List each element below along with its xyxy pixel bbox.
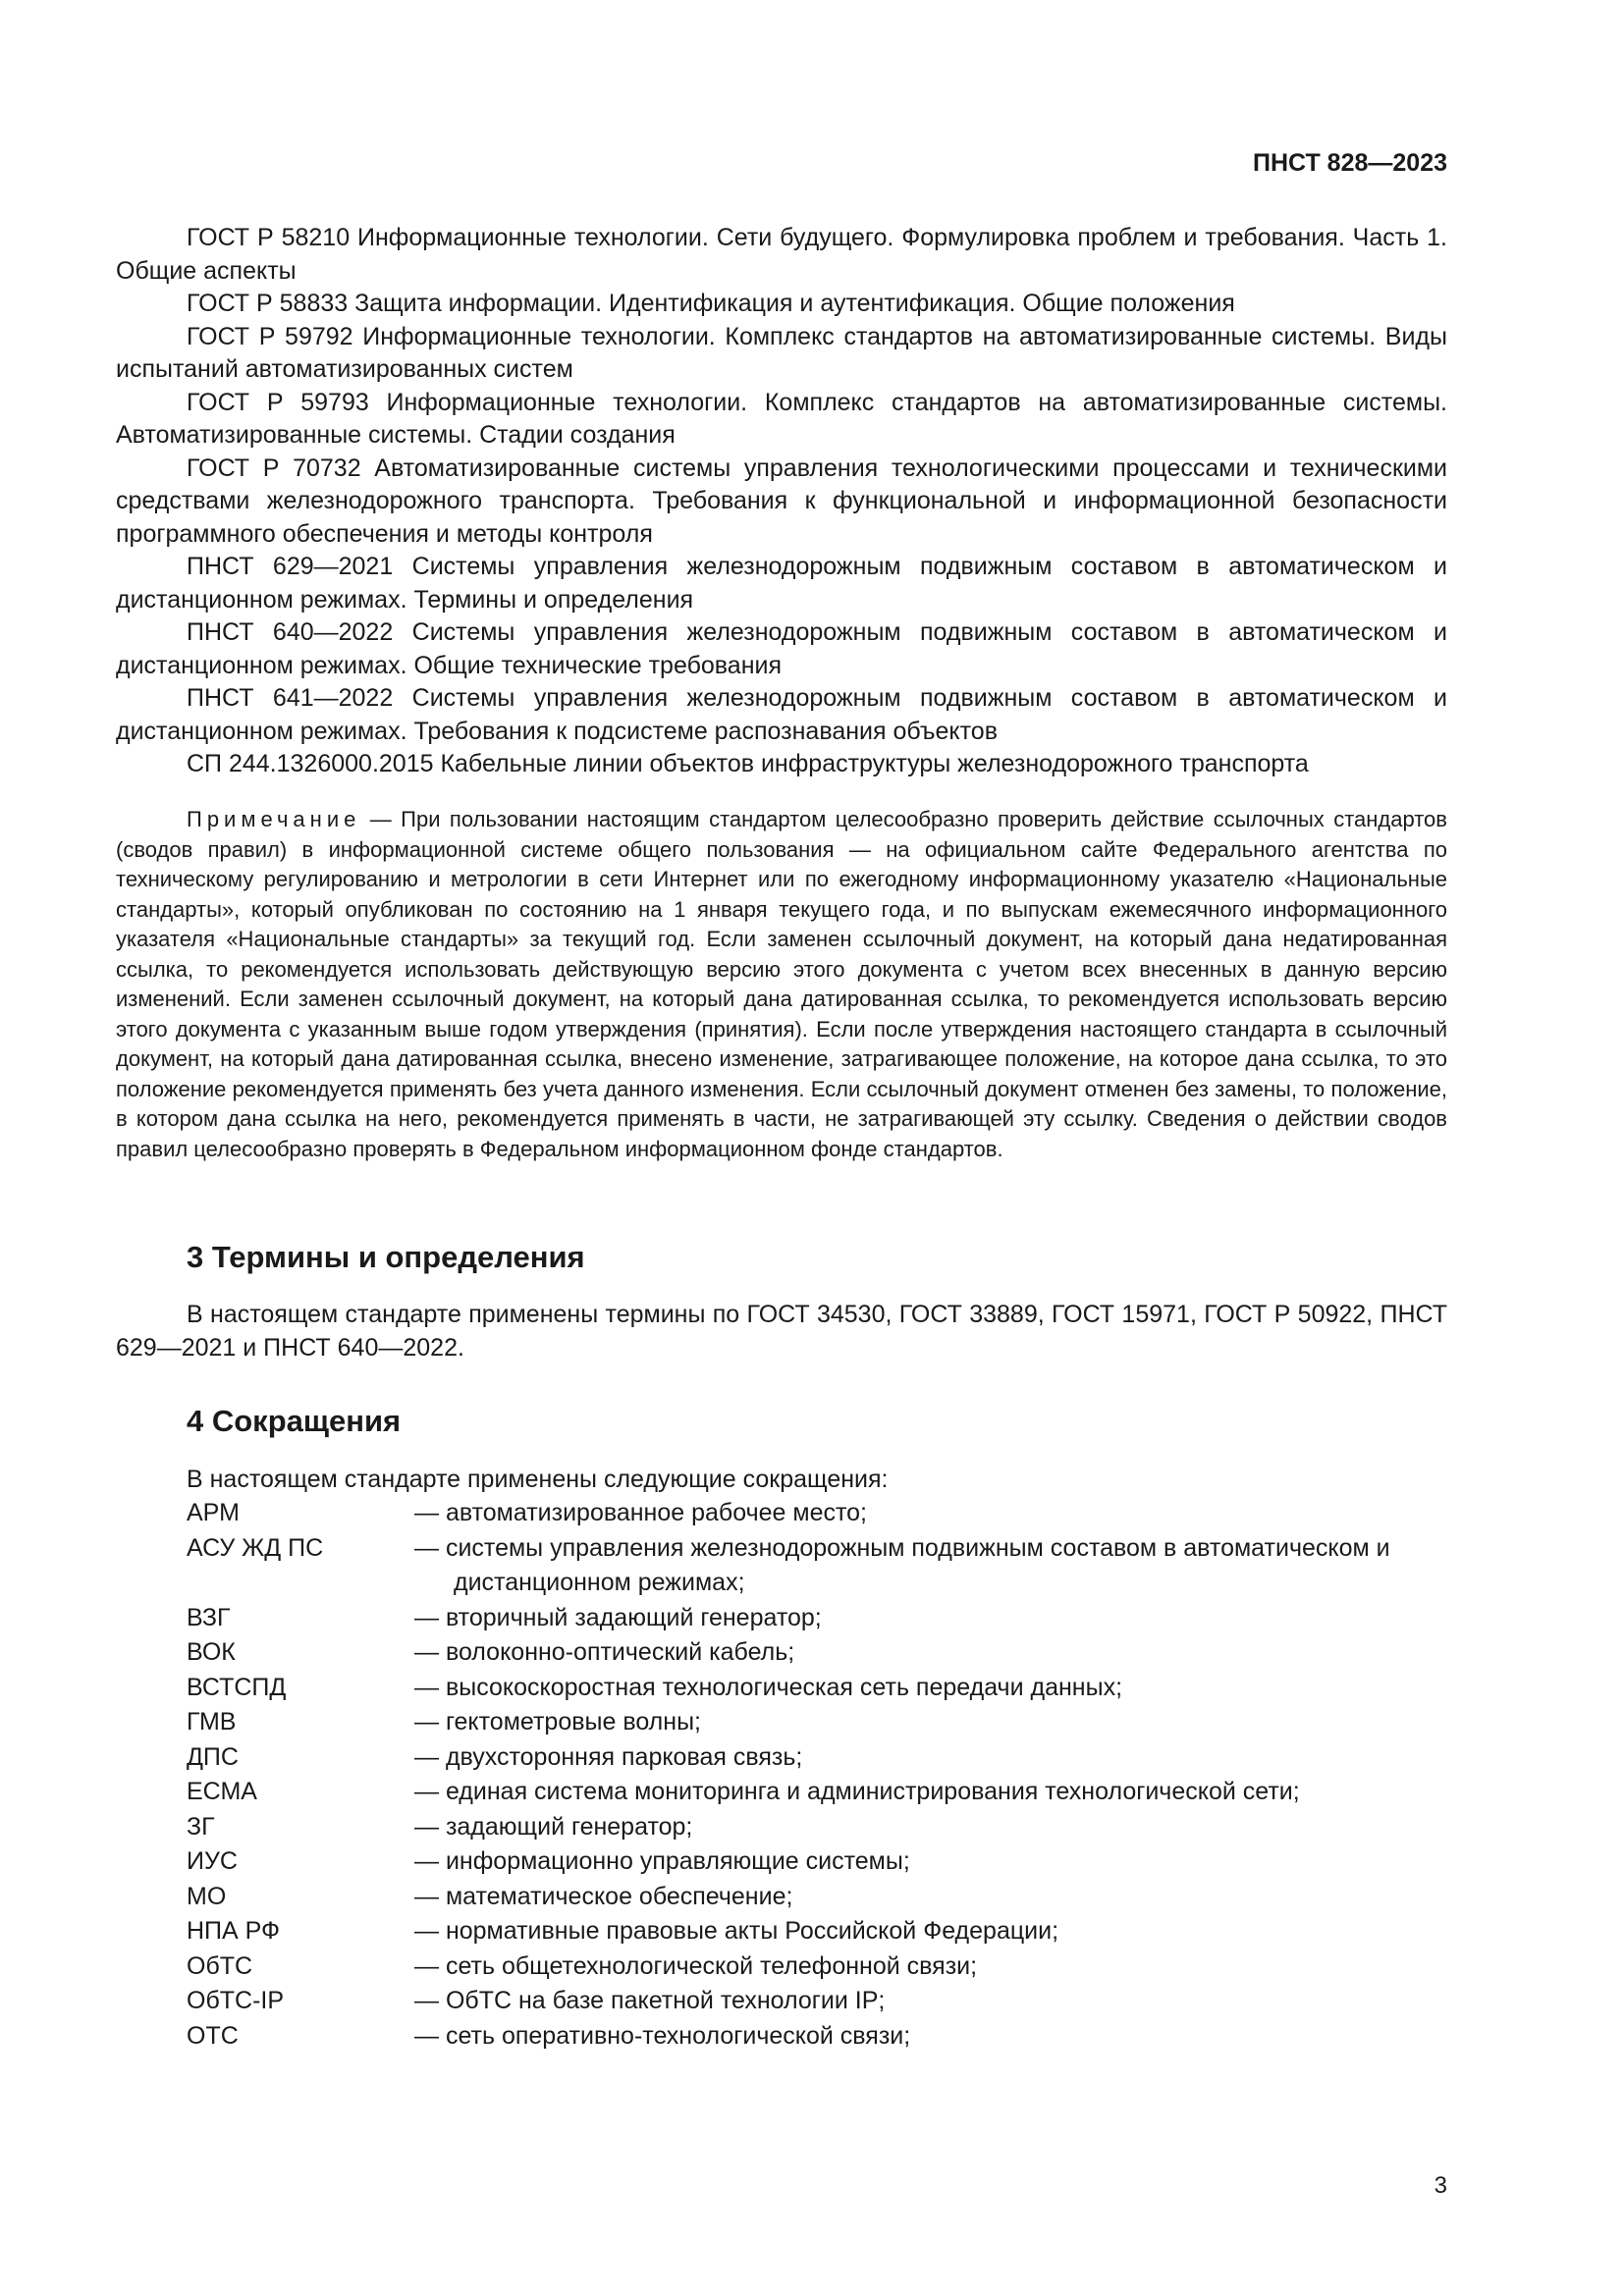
abbreviation-row	[116, 1984, 1447, 2019]
abbreviation-term: ГМВ	[187, 1708, 237, 1735]
abbreviation-term: ОбТС-IP	[187, 1987, 285, 2014]
abbreviation-definition: — сеть оперативно-технологической связи;	[414, 2021, 911, 2050]
section-abbreviations	[116, 1404, 1447, 1439]
abbreviation-row	[116, 1601, 1447, 1636]
abbreviations-list	[116, 1463, 1447, 2054]
abbreviation-definition: — системы управления железнодорожным подвижным составом в автоматическом и дистанционном режимах;	[414, 1533, 1390, 1596]
section-heading: 4 Сокращения	[187, 1404, 402, 1438]
note-label: Примечание	[187, 807, 361, 831]
abbreviation-row	[116, 1880, 1447, 1915]
reference-item: ГОСТ Р 70732 Автоматизированные системы управления технологическими процессами и техническими средствами железнодорожного транспорта. Требования к функциональной и информационной безопасности программного обеспечения и методы контроля	[116, 454, 1447, 548]
abbreviation-definition: — автоматизированное рабочее место;	[414, 1499, 867, 1526]
abbreviation-definition: — высокоскоростная технологическая сеть передачи данных;	[414, 1673, 1123, 1701]
abbreviation-term: АСУ ЖД ПС	[187, 1533, 324, 1562]
document-header: ПНСТ 828—2023	[1253, 149, 1447, 177]
abbreviation-definition: — волоконно-оптический кабель;	[414, 1638, 795, 1666]
abbreviation-definition: — информационно управляющие системы;	[414, 1847, 910, 1875]
reference-item: СП 244.1326000.2015 Кабельные линии объектов инфраструктуры железнодорожного транспорта	[187, 750, 1309, 777]
abbreviation-definition: — гектометровые волны;	[414, 1708, 701, 1735]
reference-item: ГОСТ Р 58210 Информационные технологии. Сети будущего. Формулировка проблем и требования. Часть 1. Общие аспекты	[116, 224, 1447, 285]
page-number: 3	[1434, 2172, 1447, 2199]
abbreviation-row	[116, 1914, 1447, 1949]
abbreviation-term: ОбТС	[187, 1951, 253, 1980]
abbreviations-intro: В настоящем стандарте применены следующие сокращения:	[187, 1466, 889, 1493]
abbreviation-row	[116, 1496, 1447, 1531]
abbreviation-row	[116, 1775, 1447, 1810]
normative-references	[116, 222, 1447, 781]
abbreviation-term: ЗГ	[187, 1812, 215, 1841]
reference-item: ГОСТ Р 59793 Информационные технологии. Комплекс стандартов на автоматизированные системы. Автоматизированные системы. Стадии создания	[116, 388, 1447, 449]
abbreviation-definition: — математическое обеспечение;	[414, 1882, 793, 1910]
reference-item: ГОСТ Р 58833 Защита информации. Идентификация и аутентификация. Общие положения	[187, 290, 1235, 317]
abbreviation-term: ВСТСПД	[187, 1673, 287, 1701]
note-block	[116, 805, 1447, 1164]
note-text: — При пользовании настоящим стандартом целесообразно проверить действие ссылочных стандартов (сводов правил) в информационной системе общего пользования — на официальном сайте Федерального агентства по техническому регулированию и метрологии в сети Интернет или по ежегодному информационному указателю «Национальные стандарты», который опубликован по состоянию на 1 января текущего года, и по выпускам ежемесячного информационного указателя «Национальные стандарты» за текущий год. Если заменен ссылочный документ, на который дана недатированная ссылка, то рекомендуется использовать действующую версию этого документа с учетом всех внесенных в данную версию изменений. Если заменен ссылочный документ, на который дана датированная ссылка, то рекомендуется использовать версию этого документа с указанным выше годом утверждения (принятия). Если после утверждения настоящего стандарта в ссылочный документ, на который дана датированная ссылка, внесено изменение, затрагивающее положение, на которое дана ссылка, то это положение рекомендуется применять без учета данного изменения. Если ссылочный документ отменен без замены, то положение, в котором дана ссылка на него, рекомендуется применять в части, не затрагивающей эту ссылку. Сведения о действии сводов правил целесообразно проверять в Федеральном информационном фонде стандартов.	[116, 807, 1447, 1161]
abbreviation-term: ВОК	[187, 1638, 236, 1666]
reference-item: ПНСТ 640—2022 Системы управления железнодорожным подвижным составом в автоматическом и дистанционном режимах. Общие технические требования	[116, 618, 1447, 679]
abbreviation-term: АРМ	[187, 1499, 240, 1526]
abbreviation-row	[116, 1671, 1447, 1706]
abbreviation-term: ЕСМА	[187, 1778, 257, 1805]
abbreviation-term: ОТС	[187, 2021, 239, 2050]
abbreviation-definition: — вторичный задающий генератор;	[414, 1603, 822, 1631]
abbreviation-term: МО	[187, 1882, 227, 1910]
abbreviation-definition: — нормативные правовые акты Российской Федерации;	[414, 1917, 1059, 1945]
section-terms-body	[116, 1298, 1447, 1364]
abbreviation-row	[116, 1810, 1447, 1845]
abbreviation-term: ДПС	[187, 1742, 239, 1771]
section-terms	[116, 1240, 1447, 1275]
abbreviation-definition: — сеть общетехнологической телефонной связи;	[414, 1951, 978, 1980]
abbreviation-row	[116, 1949, 1447, 1985]
abbreviation-definition: — единая система мониторинга и администрирования технологической сети;	[414, 1778, 1300, 1805]
abbreviation-term: ВЗГ	[187, 1603, 231, 1631]
abbreviation-row	[116, 1635, 1447, 1671]
abbreviation-definition: — двухсторонняя парковая связь;	[414, 1742, 803, 1771]
abbreviation-row	[116, 1705, 1447, 1740]
abbreviation-row	[116, 1740, 1447, 1776]
section-heading: 3 Термины и определения	[187, 1240, 585, 1274]
note-paragraph	[116, 805, 1447, 1164]
abbreviation-term: ИУС	[187, 1847, 238, 1875]
abbreviation-term: НПА РФ	[187, 1917, 281, 1945]
abbreviation-definition: — задающий генератор;	[414, 1812, 693, 1841]
abbreviation-definition: — ОбТС на базе пакетной технологии IP;	[414, 1987, 886, 2014]
reference-item: ПНСТ 641—2022 Системы управления железнодорожным подвижным составом в автоматическом и дистанционном режимах. Требования к подсистеме распознавания объектов	[116, 684, 1447, 745]
abbreviation-row	[116, 2019, 1447, 2055]
abbreviation-row	[116, 1531, 1447, 1601]
abbreviation-row	[116, 1844, 1447, 1880]
reference-item: ГОСТ Р 59792 Информационные технологии. Комплекс стандартов на автоматизированные системы. Виды испытаний автоматизированных систем	[116, 322, 1447, 383]
reference-item: ПНСТ 629—2021 Системы управления железнодорожным подвижным составом в автоматическом и дистанционном режимах. Термины и определения	[116, 553, 1447, 614]
terms-paragraph: В настоящем стандарте применены термины по ГОСТ 34530, ГОСТ 33889, ГОСТ 15971, ГОСТ Р 50922, ПНСТ 629—2021 и ПНСТ 640—2022.	[116, 1301, 1447, 1362]
